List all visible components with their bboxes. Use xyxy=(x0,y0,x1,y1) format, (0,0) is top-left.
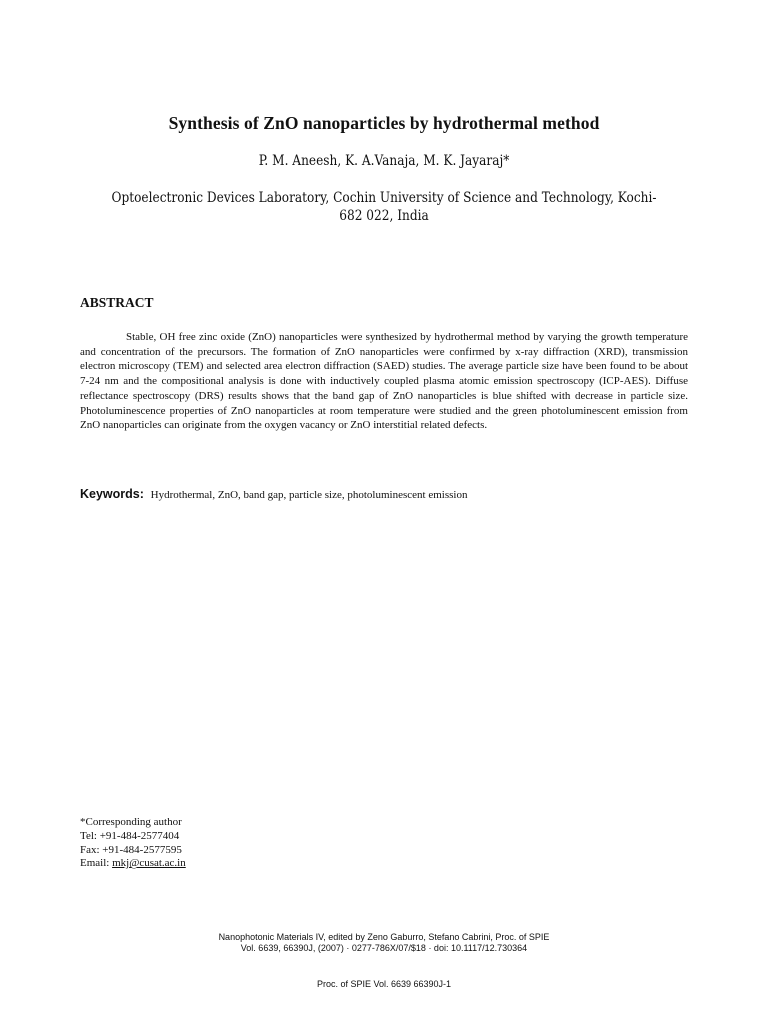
abstract-text: Stable, OH free zinc oxide (ZnO) nanoparticles were synthesized by hydrothermal method by varying the growth temperature and concentration of the precursors. The formation of ZnO nanoparticles were confirmed by x-ray diffraction (XRD), transmission electron microscopy (TEM) and selected area electron diffraction (SAED) studies. The average particle size have been found to be about 7-24 nm and the compositional analysis is done with inductively coupled plasma atomic emission spectroscopy (ICP-AES). Diffuse reflectance spectroscopy (DRS) results shows that the band gap of ZnO nanoparticles is blue shifted with decrease in particle size. Photoluminescence properties of ZnO nanoparticles at room temperature were studied and the green photoluminescent emission from ZnO nanoparticles can originate from the oxygen vacancy or ZnO interstitial related defects. xyxy=(80,331,688,432)
email-link[interactable]: mkj@cusat.ac.in xyxy=(112,857,186,870)
citation-line-2: Vol. 6639, 66390J, (2007) · 0277-786X/07/$18 · doi: 10.1117/12.730364 xyxy=(240,943,528,953)
email-label: Email: xyxy=(80,857,113,870)
page-footer: Proc. of SPIE Vol. 6639 66390J-1 xyxy=(316,979,452,989)
abstract-heading: ABSTRACT xyxy=(80,295,154,310)
corresponding-author-block xyxy=(80,816,186,871)
keywords-text: Hydrothermal, ZnO, band gap, particle size, photoluminescent emission xyxy=(150,489,468,501)
paper-title: Synthesis of ZnO nanoparticles by hydrothermal method xyxy=(168,113,600,133)
corresponding-author-note: *Corresponding author xyxy=(80,816,182,828)
keywords-line xyxy=(80,486,700,503)
citation-line-1: Nanophotonic Materials IV, edited by Zeno Gaburro, Stefano Cabrini, Proc. of SPIE xyxy=(218,932,550,942)
telephone: Tel: +91-484-2577404 xyxy=(80,829,180,842)
fax: Fax: +91-484-2577595 xyxy=(80,843,182,856)
author-affiliation: Optoelectronic Devices Laboratory, Cochin University of Science and Technology, Kochi-682 022, India xyxy=(111,190,657,224)
footer-citation xyxy=(0,932,768,954)
email-line xyxy=(80,857,186,871)
keywords-label: Keywords: xyxy=(80,487,144,501)
author-list: P. M. Aneesh, K. A.Vanaja, M. K. Jayaraj* xyxy=(258,153,510,169)
